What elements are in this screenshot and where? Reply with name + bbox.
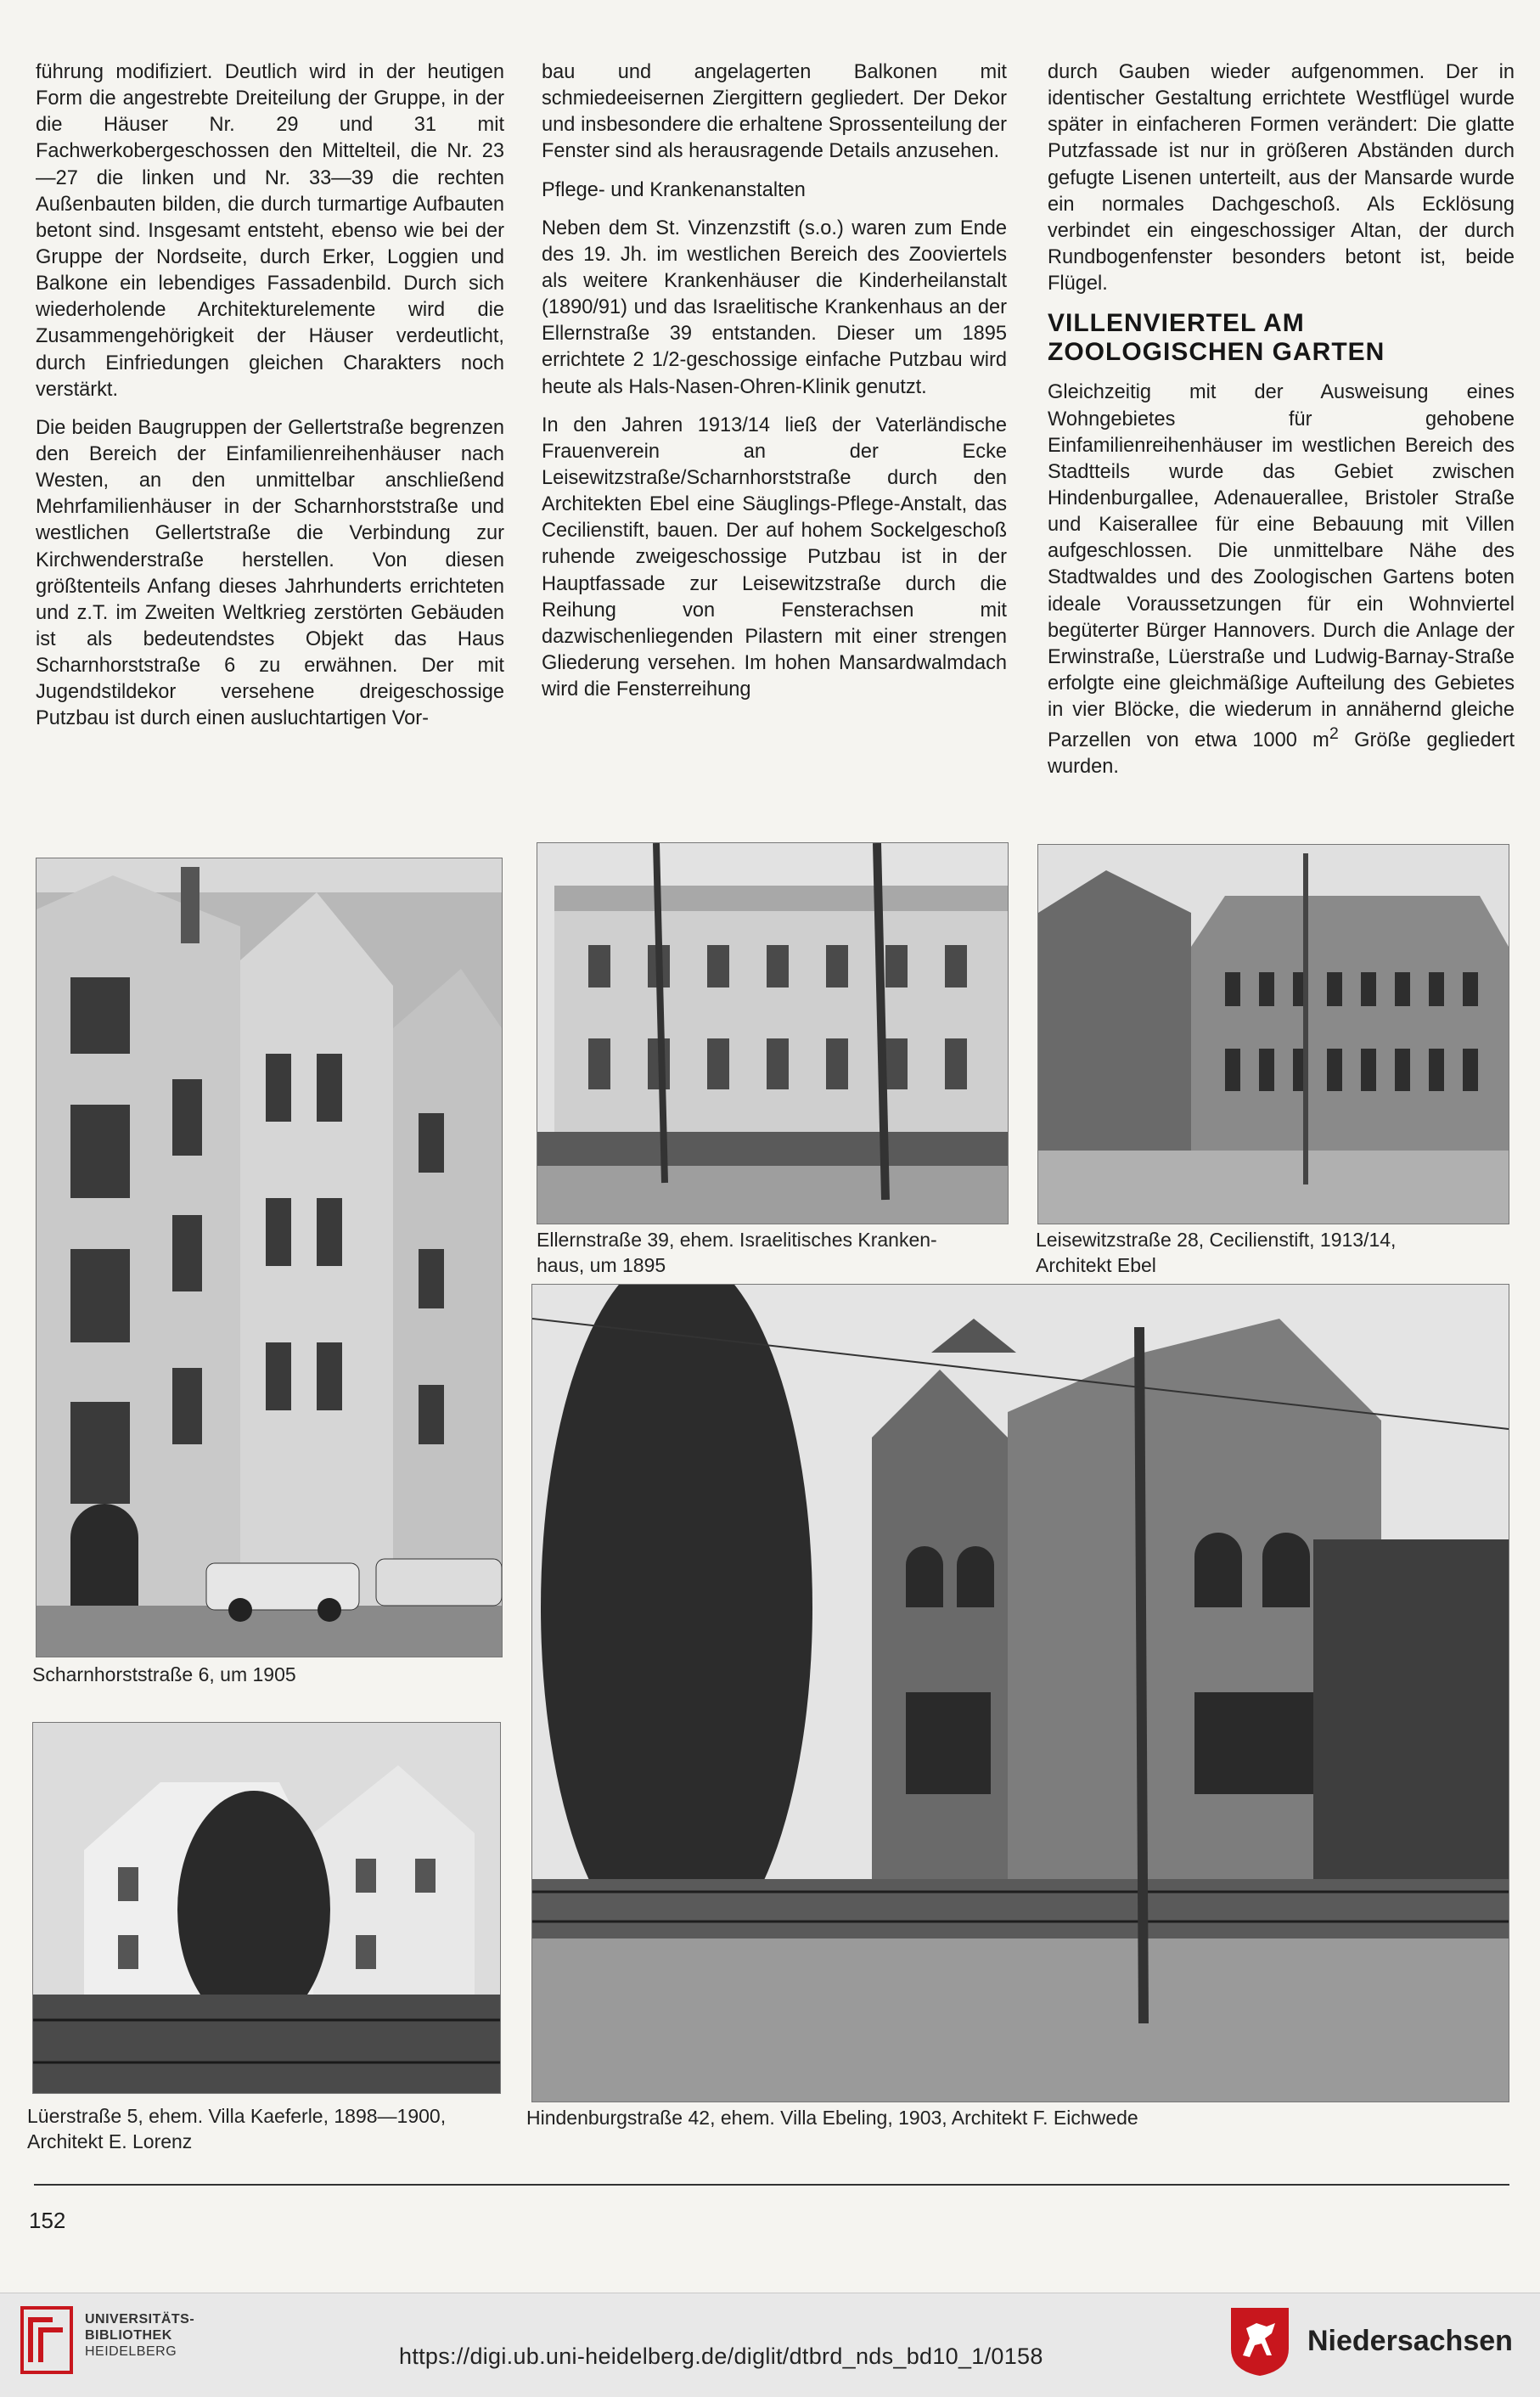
- library-name-line: UNIVERSITÄTS-: [85, 2312, 195, 2327]
- superscript: 2: [1329, 724, 1339, 744]
- caption-luerstrasse: [27, 2104, 511, 2155]
- photo-hindenburgstrasse: [531, 1284, 1509, 2102]
- paragraph: In den Jahren 1913/14 ließ der Vaterländische Frauenverein an der Ecke Leisewitzstraße/Scharnhorststraße durch den Architekten Ebel eine Säuglings-Pflege-Anstalt, das Cecilienstift, bauen. Der auf hohem Sockelgeschoß ruhende zweigeschossige Putzbau ist in der Hauptfassade zur Leisewitzstraße durch die Reihung von Fensterachsen mit dazwischenliegenden Pilastern mit einer strengen Gliederung versehen. Im hohen Mansardwalmdach wird die Fensterreihung: [542, 414, 1007, 701]
- paragraph: [1048, 380, 1515, 780]
- caption-ellernstrasse: [537, 1228, 1012, 1279]
- document-url-link[interactable]: https://digi.ub.uni-heidelberg.de/diglit/dtbrd_nds_bd10_1/0158: [399, 2344, 1043, 2369]
- niedersachsen-horse-logo-icon[interactable]: [1228, 2304, 1292, 2377]
- photo-luerstrasse: [32, 1722, 501, 2094]
- heading-line: VILLENVIERTEL AM: [1048, 309, 1305, 338]
- text-column-1: [36, 59, 504, 745]
- text-column-2: [542, 59, 1007, 715]
- caption-scharnhorststrasse: Scharnhorststraße 6, um 1905: [32, 1663, 296, 1685]
- heading-line: ZOOLOGISCHEN GARTEN: [1048, 337, 1385, 366]
- paragraph-text: Größe gegliedert wurden.: [1048, 729, 1515, 779]
- paragraph: durch Gauben wieder aufgenommen. Der in identischer Gestaltung errichtete Westflügel wurde später in einfacheren Formen verändert: Die glatte Putzfassade ist nur in größeren Abständen durch gefugte Lisenen unterteilt, aus der Mansarde wurde ein normales Dachgeschoß. Als Ecklösung verbindet ein eingeschossiger Altan, der durch Rundbogenfenster besonders betont ist, beide Flügel.: [1048, 61, 1515, 295]
- caption-leisewitzstrasse: [1036, 1228, 1511, 1279]
- photo-ellernstrasse: [537, 842, 1009, 1224]
- paragraph-text: Gleichzeitig mit der Ausweisung eines Wohngebietes für gehobene Einfamilienreihenhäuser im westlichen Bereich des Stadtteils wurde das Gebiet zwischen Hindenburgallee, Adenauerallee, Bristoler Straße und Kaiserallee für eine Bebauung mit Villen aufgeschlossen. Die unmittelbare Nähe des Stadtwaldes und des Zoologischen Gartens boten ideale Voraussetzungen für ein Wohnviertel begüterter Bürger Hannovers. Durch die Anlage der Erwinstraße, Lüerstraße und Ludwig-Barnay-Straße erfolgte eine gleichmäßige Aufteilung des Gebietes in vier Blöcke, die wiederum in annähernd gleiche Parzellen von etwa 1000 m: [1048, 381, 1515, 752]
- library-name-line: BIBLIOTHEK: [85, 2328, 172, 2344]
- caption-line: Ellernstraße 39, ehem. Israelitisches Kranken-: [537, 1229, 937, 1251]
- paragraph: Die beiden Baugruppen der Gellertstraße begrenzen den Bereich der Einfamilienreihenhäuser nach Westen, an den unmittelbar anschließend Mehrfamilienhäuser in der Scharnhorststraße und westlichen Gellertstraße die Verbindung zur Kirchwenderstraße herstellen. Von diesen größtenteils Anfang dieses Jahrhunderts errichteten und z.T. im Zweiten Weltkrieg zerstörten Gebäuden ist als bedeutendstes Objekt das Haus Scharnhorststraße 6 zu erwähnen. Der mit Jugendstildekor versehene dreigeschossige Putzbau ist durch einen ausluchtartigen Vor-: [36, 416, 504, 730]
- page-number: 152: [29, 2208, 66, 2233]
- paragraph: bau und angelagerten Balkonen mit schmiedeeisernen Ziergittern gegliedert. Der Dekor und insbesondere die erhaltene Sprossenteilung der Fenster sind als herausragende Details anzusehen.: [542, 61, 1007, 163]
- footer-rule: [34, 2184, 1509, 2186]
- subheading: Pflege- und Krankenanstalten: [542, 178, 806, 201]
- section-heading: [1048, 309, 1515, 366]
- caption-line: Lüerstraße 5, ehem. Villa Kaeferle, 1898—1900,: [27, 2105, 447, 2127]
- photo-scharnhorststrasse: [36, 858, 503, 1657]
- partner-name: Niedersachsen: [1307, 2325, 1513, 2357]
- caption-line: haus, um 1895: [537, 1253, 666, 1276]
- paragraph: führung modifiziert. Deutlich wird in der heutigen Form die angestrebte Dreiteilung der Gruppe, in der die Häuser Nr. 29 und 31 mit Fachwerkobergeschossen den Mittelteil, die Nr. 23—27 die linken und Nr. 33—39 die rechten Außenbauten bilden, die durch turmartige Aufbauten betont sind. Insgesamt entsteht, ebenso wie bei der Gruppe der Nordseite, durch Erker, Loggien und Balkone ein lebendiges Fassadenbild. Durch sich wiederholende Architekturelemente wird die Zusammengehörigkeit der Häuser verdeutlicht, durch Einfriedungen gleichen Charakters noch verstärkt.: [36, 61, 504, 401]
- caption-line: Architekt Ebel: [1036, 1253, 1156, 1276]
- text-column-3: [1048, 59, 1515, 792]
- caption-line: Leisewitzstraße 28, Cecilienstift, 1913/14,: [1036, 1229, 1397, 1251]
- caption-line: Architekt E. Lorenz: [27, 2130, 193, 2152]
- photo-leisewitzstrasse: [1037, 844, 1509, 1224]
- paragraph: Neben dem St. Vinzenzstift (s.o.) waren zum Ende des 19. Jh. im westlichen Bereich des Zooviertels als weitere Krankenhäuser die Kinderheilanstalt (1890/91) und das Israelitische Krankenhaus an der Ellernstraße 39 entstanden. Dieser um 1895 errichtete 2 1/2-geschossige einfache Putzbau wird heute als Hals-Nasen-Ohren-Klinik genutzt.: [542, 217, 1007, 398]
- library-name: [85, 2311, 194, 2360]
- university-library-logo-icon[interactable]: [19, 2299, 75, 2381]
- library-name-line: HEIDELBERG: [85, 2344, 177, 2360]
- caption-hindenburgstrasse: Hindenburgstraße 42, ehem. Villa Ebeling, 1903, Architekt F. Eichwede: [526, 2107, 1138, 2129]
